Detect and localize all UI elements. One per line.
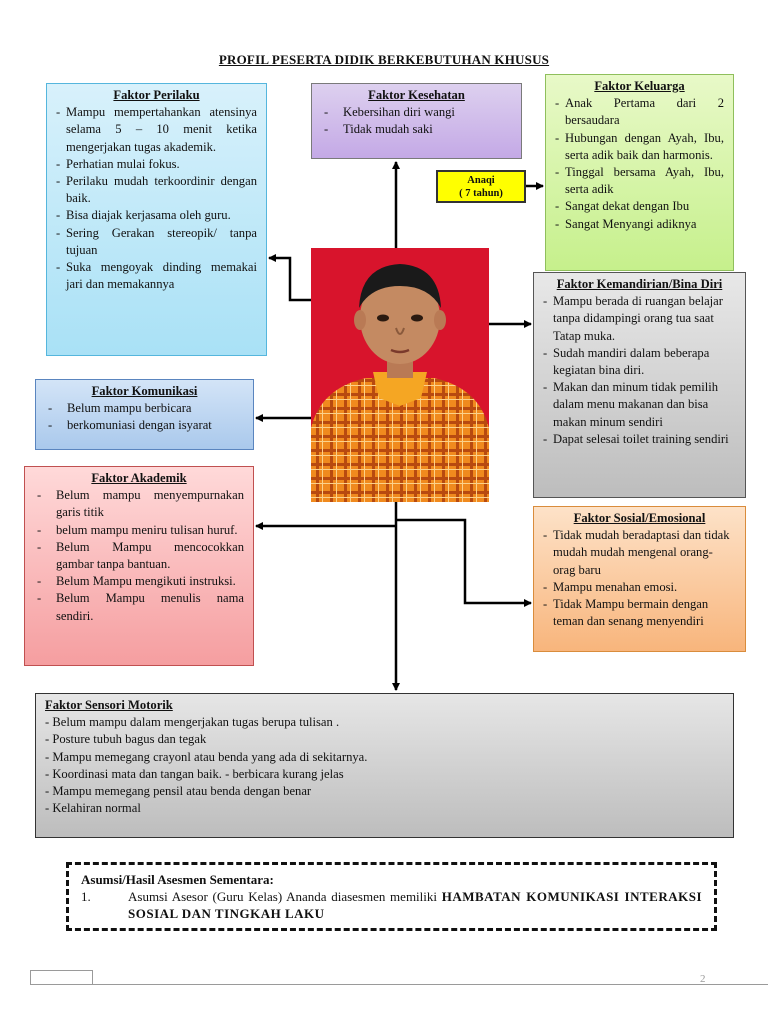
list-item: - Tidak Mampu bermain dengan teman dan senang menyendiri <box>543 596 736 630</box>
list-item: - Sangat Menyangi adiknya <box>555 216 724 233</box>
list-item: - Makan dan minum tidak pemilih dalam menu makanan dan bisa makan minum sendiri <box>543 379 736 431</box>
list-item: - Belum mampu berbicara <box>45 400 244 417</box>
faktor-kemandirian-box <box>533 272 746 498</box>
footer-tab <box>30 970 93 984</box>
faktor-komunikasi-box <box>35 379 254 450</box>
list-item: - Belum Mampu mengikuti instruksi. <box>34 573 244 590</box>
list-item: - Kelahiran normal <box>45 801 141 816</box>
child-photo <box>311 248 489 502</box>
list-item: - Mampu memegang pensil atau benda dengan benar <box>45 784 312 799</box>
list-item: - Sudah mandiri dalam beberapa kegiatan bina diri. <box>543 345 736 379</box>
list-item: - Anak Pertama dari 2 bersaudara <box>555 95 724 129</box>
list-item: - Perilaku mudah terkoordinir dengan baik. <box>56 173 257 207</box>
list-item: - Tinggal bersama Ayah, Ibu, serta adik <box>555 164 724 198</box>
box-title: Faktor Kesehatan <box>368 88 465 102</box>
list-item: - Dapat selesai toilet training sendiri <box>543 431 736 448</box>
list-item: - Mampu memegang crayonl atau benda yang ada di sekitarnya. <box>45 749 368 764</box>
child-name-label <box>436 170 526 203</box>
faktor-akademik-box <box>24 466 254 666</box>
list-item: - Sangat dekat dengan Ibu <box>555 198 724 215</box>
box-title: Faktor Kemandirian/Bina Diri <box>556 277 723 291</box>
faktor-kesehatan-box <box>311 83 522 159</box>
arrow-to-perilaku <box>269 258 311 300</box>
asesmen-highlight: HAMBATAN KOMUNIKASI INTERAKSI SOSIAL DAN TINGKAH LAKU <box>128 889 703 921</box>
list-item: - Belum Mampu menulis nama sendiri. <box>34 590 244 624</box>
list-item: - Hubungan dengan Ayah, Ibu, serta adik baik dan harmonis. <box>555 130 724 164</box>
list-item: - Bisa diajak kerjasama oleh guru. <box>56 207 257 224</box>
arrow-to-sosial <box>396 520 531 603</box>
list-item: - berkomuniasi dengan isyarat <box>45 417 244 434</box>
box-title: Faktor Keluarga <box>594 79 685 93</box>
list-item: - Mampu menahan emosi. <box>543 579 736 596</box>
page-number: 2 <box>700 973 706 985</box>
asesmen-number: 1. <box>81 889 91 904</box>
asesmen-heading: Asumsi/Hasil Asesmen Sementara: <box>81 872 274 887</box>
list-item: - Mampu berada di ruangan belajar tanpa didampingi orang tua saat Tatap muka. <box>543 293 736 345</box>
faktor-keluarga-box <box>545 74 734 271</box>
list-item: - Suka mengoyak dinding memakai jari dan memakannya <box>56 259 257 293</box>
list-item: - Belum mampu dalam mengerjakan tugas berupa tulisan . <box>45 715 340 730</box>
faktor-sensori-box <box>35 693 734 838</box>
list-item: - Tidak mudah saki <box>321 121 512 138</box>
page-title: PROFIL PESERTA DIDIK BERKEBUTUHAN KHUSUS <box>218 52 550 67</box>
list-item: - Kebersihan diri wangi <box>321 104 512 121</box>
box-title: Faktor Akademik <box>91 471 187 485</box>
asesmen-box <box>66 862 717 931</box>
box-title: Faktor Perilaku <box>113 88 200 102</box>
faktor-sosial-box <box>533 506 746 652</box>
list-item: - Mampu mempertahankan atensinya selama 5 – 10 menit ketika mengerjakan tugas akademik. <box>56 104 257 156</box>
box-title: Faktor Komunikasi <box>91 384 198 398</box>
list-item: - Posture tubuh bagus dan tegak <box>45 732 207 747</box>
list-item: - Perhatian mulai fokus. <box>56 156 257 173</box>
box-title: Faktor Sensori Motorik <box>45 698 173 712</box>
child-age: ( 7 tahun) <box>459 188 503 199</box>
list-item: - belum mampu meniru tulisan huruf. <box>34 522 244 539</box>
box-title: Faktor Sosial/Emosional <box>573 511 706 525</box>
child-name: Anaqi <box>467 175 495 186</box>
footer-line <box>30 984 768 985</box>
list-item: - Tidak mudah beradaptasi dan tidak mudah mudah mengenal orang- orag baru <box>543 527 736 579</box>
list-item: - Koordinasi mata dan tangan baik. - berbicara kurang jelas <box>45 766 344 781</box>
list-item: - Belum Mampu mencocokkan gambar tanpa bantuan. <box>34 539 244 573</box>
list-item: - Belum mampu menyempurnakan garis titik <box>34 487 244 521</box>
asesmen-text: Asumsi Asesor (Guru Kelas) Ananda diasesmen memiliki <box>128 889 438 904</box>
faktor-perilaku-box <box>46 83 267 356</box>
list-item: - Sering Gerakan stereopik/ tanpa tujuan <box>56 225 257 259</box>
